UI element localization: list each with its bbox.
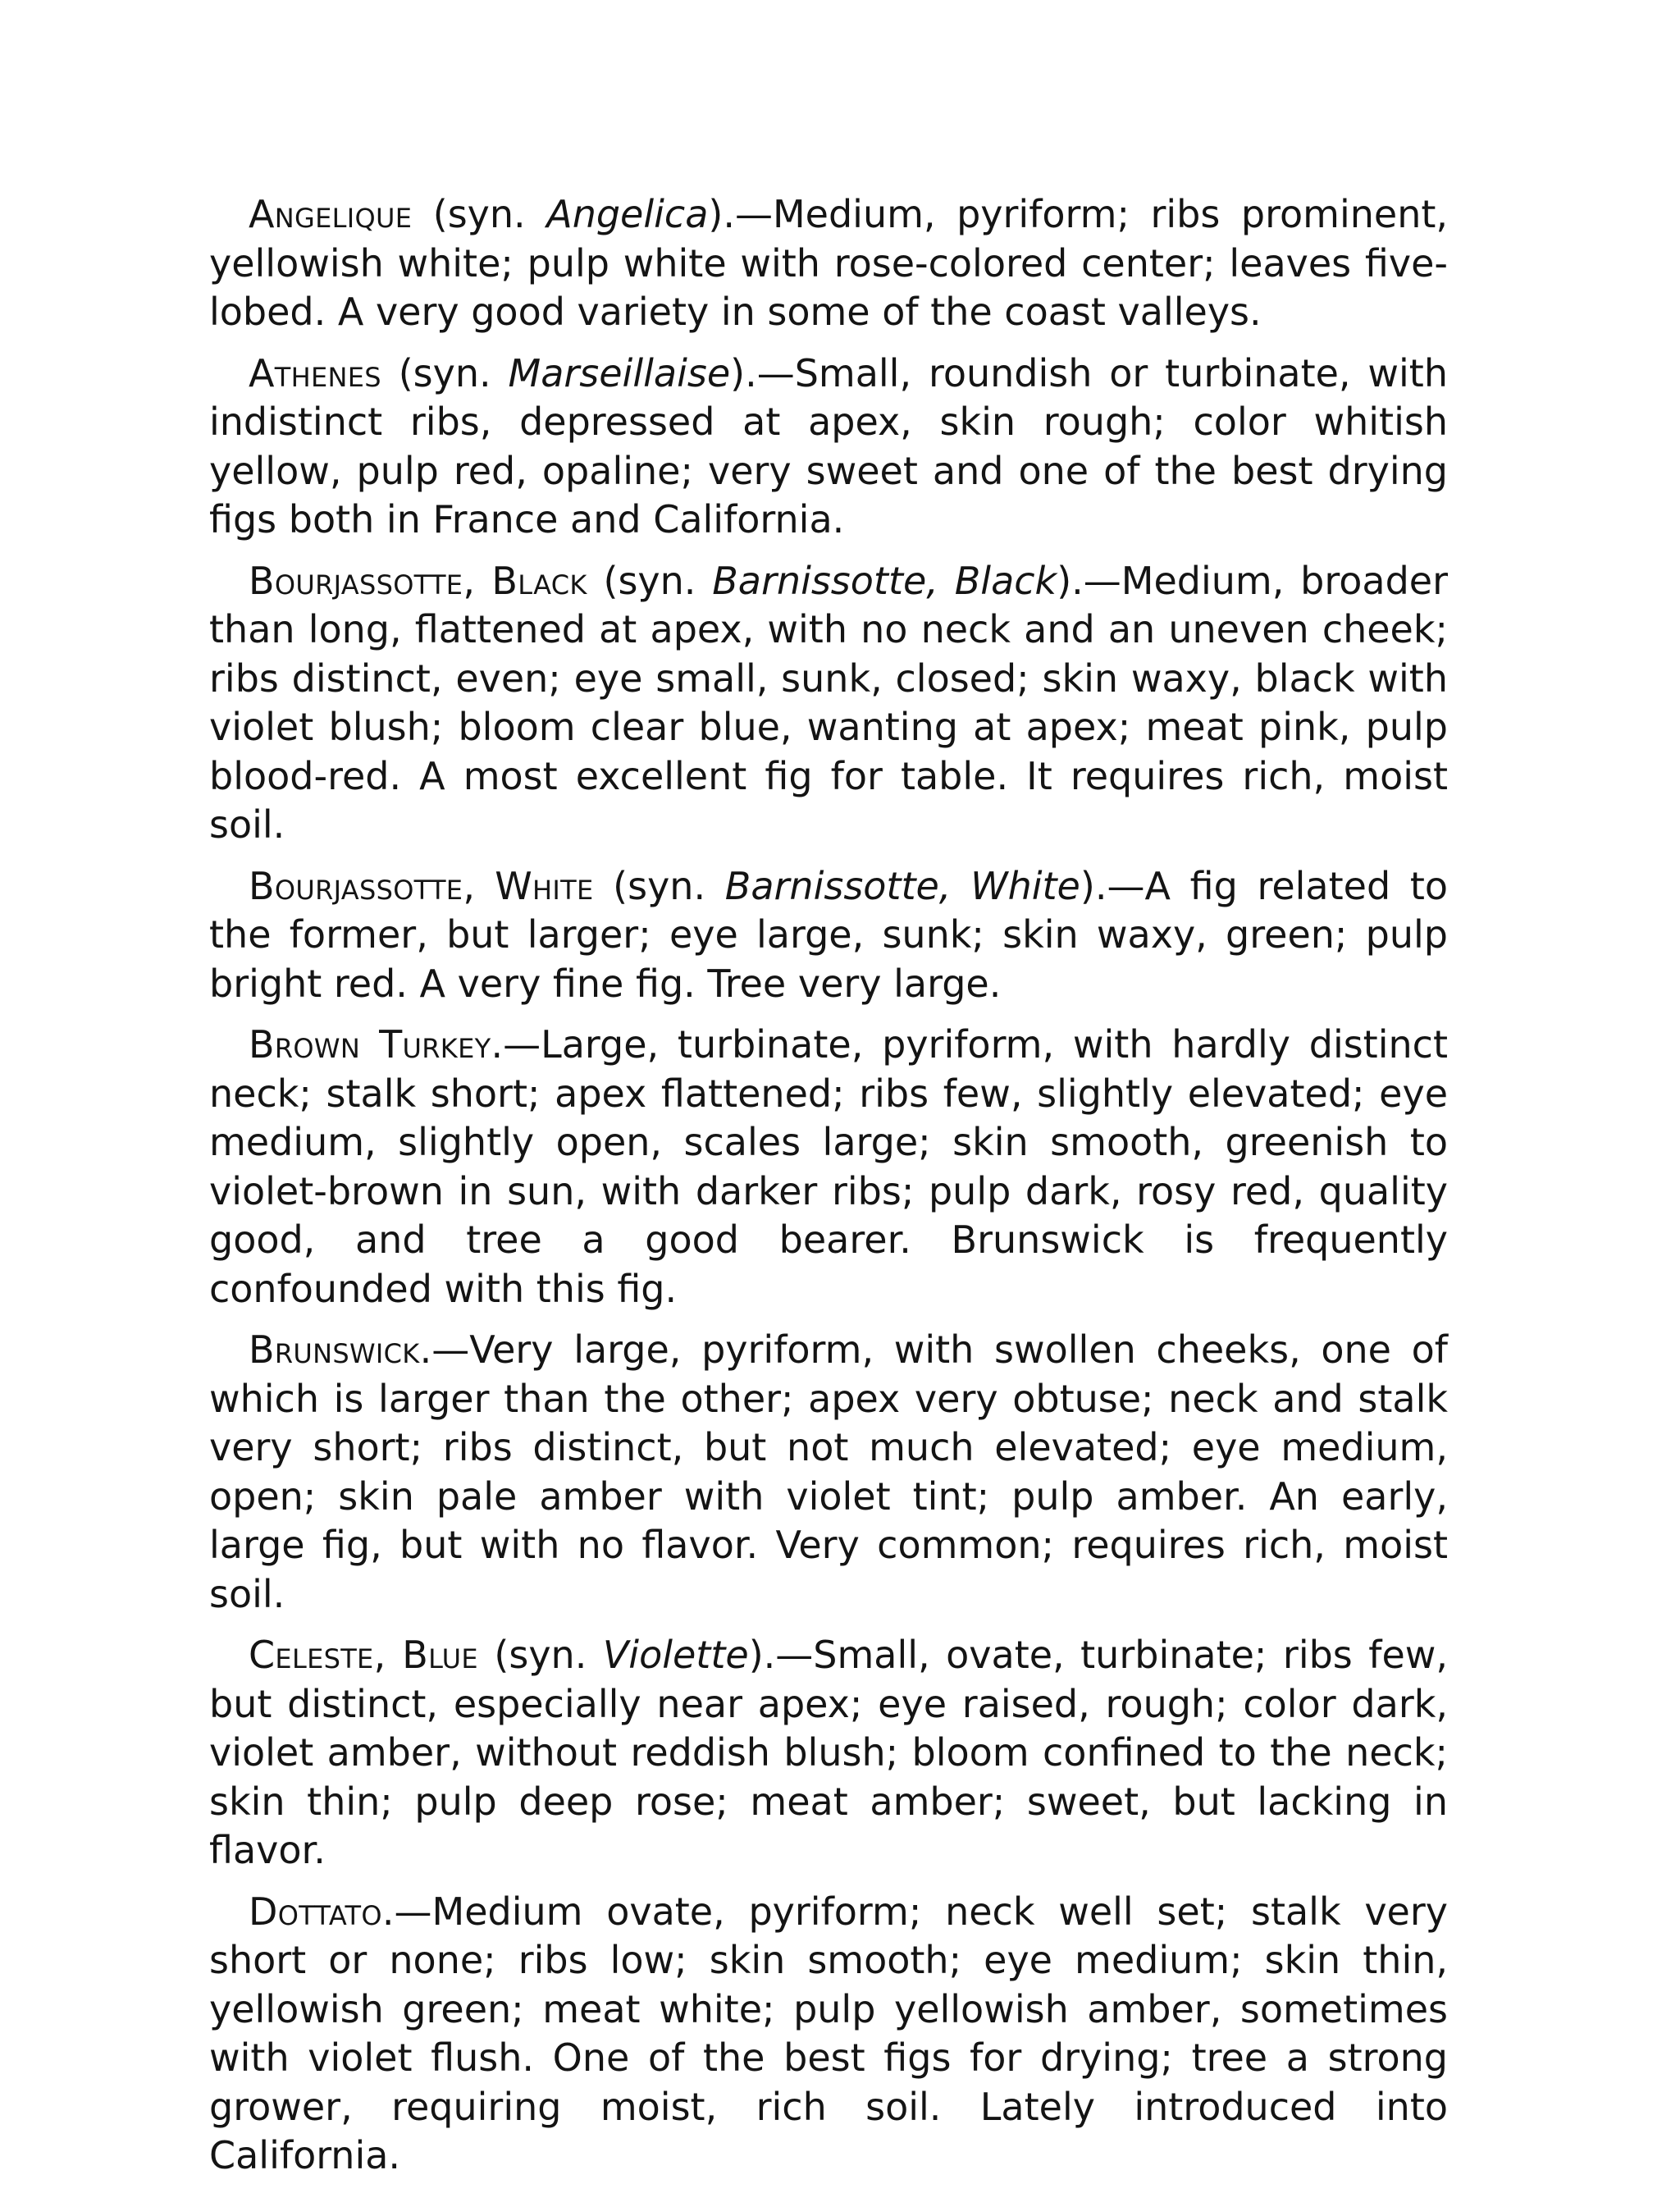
synonym-prefix: (syn. [477, 1633, 603, 1677]
synonym-prefix: (syn. [381, 350, 509, 395]
synonym-name: Barnissotte, White [724, 863, 1080, 908]
synonym-prefix: (syn. [412, 192, 547, 236]
variety-name: Angelique [249, 192, 413, 236]
synonym-name: Marseillaise [508, 350, 731, 395]
entry-description: ).—Small, roundish or turbinate, with indistinct ribs, depressed at apex, skin rough; color whitish yellow, pulp red, opaline; very sweet and one of the best drying figs both in France and California. [209, 350, 1448, 541]
fig-entry-dottato [209, 1888, 1448, 2181]
variety-name: Athenes [249, 350, 381, 395]
entry-description: .—Large, turbinate, pyriform, with hardly distinct neck; stalk short; apex flattened; ribs few, slightly elevated; eye medium, slightly open, scales large; skin smooth, greenish to violet-brown in sun, with darker ribs; pulp dark, rosy red, quality good, and tree a good bearer. Brunswick is frequently confounded with this fig. [209, 1022, 1448, 1311]
fig-entry-brunswick [209, 1326, 1448, 1619]
fig-entry-brown-turkey [209, 1021, 1448, 1314]
variety-name: Bourjassotte, White [249, 863, 594, 908]
entry-description: ).—Medium, broader than long, flattened at apex, with no neck and an uneven cheek; ribs distinct, even; eye small, sunk, closed; skin waxy, black with violet blush; bloom clear blue, wanting at apex; meat pink, pulp blood-red. A most excellent fig for table. It requires rich, moist soil. [209, 558, 1449, 847]
variety-name: Dottato [249, 1889, 382, 1934]
variety-name: Brunswick [249, 1327, 420, 1372]
entry-description: .—Medium ovate, pyriform; neck well set; stalk very short or none; ribs low; skin smooth; eye medium; skin thin, yellowish green; meat white; pulp yellowish amber, sometimes with violet flush. One of the best figs for drying; tree a strong grower, requiring moist, rich soil. Lately introduced into California. [209, 1889, 1448, 2177]
entry-description: ).—Medium, pyriform; ribs prominent, yellowish white; pulp white with rose-colored center; leaves five-lobed. A very good variety in some of the coast valleys. [209, 192, 1449, 334]
synonym-prefix: (syn. [587, 558, 713, 603]
fig-entry-athenes [209, 350, 1448, 545]
fig-entry-celeste-blue [209, 1631, 1448, 1875]
variety-name: Bourjassotte, Black [249, 558, 587, 603]
fig-entry-bourjassotte-black [209, 557, 1448, 850]
synonym-name: Angelica [546, 192, 709, 236]
entry-description: .—Very large, pyriform, with swollen cheeks, one of which is larger than the other; apex very obtuse; neck and stalk very short; ribs distinct, but not much elevated; eye medium, open; skin pale amber with violet tint; pulp amber. An early, large fig, but with no flavor. Very common; requires rich, moist soil. [209, 1327, 1448, 1616]
synonym-prefix: (syn. [593, 863, 725, 908]
document-page [209, 190, 1448, 2193]
fig-entry-angelique [209, 190, 1448, 337]
synonym-name: Violette [602, 1633, 749, 1677]
entry-description: ).—A fig related to the former, but larger; eye large, sunk; skin waxy, green; pulp bright red. A very fine fig. Tree very large. [209, 863, 1449, 1006]
variety-name: Celeste, Blue [249, 1633, 478, 1677]
fig-entry-bourjassotte-white [209, 862, 1448, 1009]
synonym-name: Barnissotte, Black [712, 558, 1057, 603]
entry-description: ).—Small, ovate, turbinate; ribs few, but distinct, especially near apex; eye raised, rough; color dark, violet amber, without reddish blush; bloom confined to the neck; skin thin; pulp deep rose; meat amber; sweet, but lacking in flavor. [209, 1633, 1448, 1872]
variety-name: Brown Turkey [249, 1022, 491, 1067]
